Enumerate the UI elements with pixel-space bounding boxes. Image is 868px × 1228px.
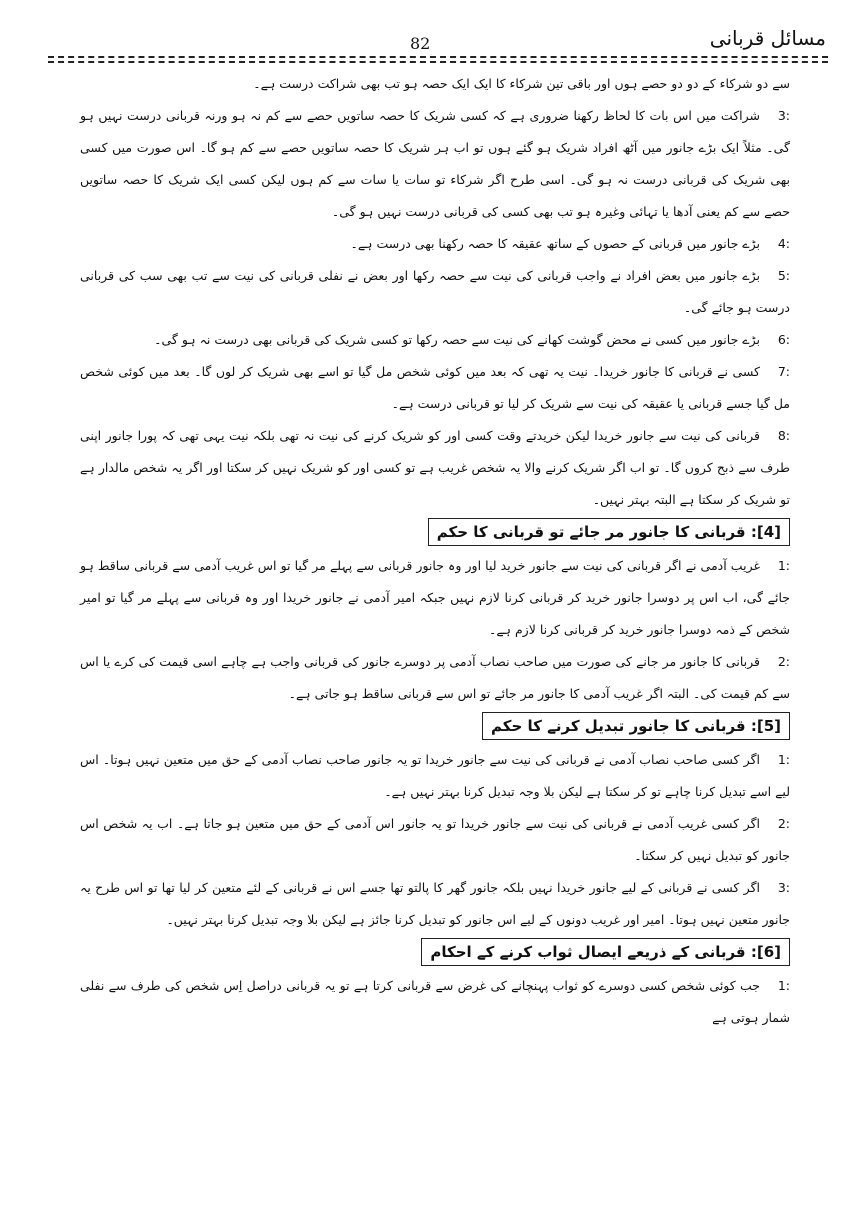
section-title: : قربانی کے ذریعے ایصال ثواب کرنے کے احکام — [430, 943, 757, 961]
paragraph-text: شراکت میں اس بات کا لحاظ رکھنا ضروری ہے کہ کسی شریک کا حصہ ساتویں حصے سے کم نہ ہو ورنہ قربانی درست نہیں ہو گی۔ مثلاً ایک بڑے جانور میں آٹھ افراد شریک ہو گئے ہوں تو اب ہر شریک کا حصہ ساتویں حصے سے کم ہو گا۔ اس صورت میں کسی بھی شریک کی قربانی درست نہ ہو گی۔ اسی طرح اگر شرکاء تو سات یا سات سے کم ہوں لیکن کسی ایک شریک کا حصہ ساتویں حصے سے کم یعنی آدھا یا تہائی وغیرہ ہو تب بھی کسی کی قربانی درست نہیں ہو گی۔ — [80, 108, 790, 219]
item-number: 6: — [777, 332, 790, 347]
paragraph-text: قربانی کی نیت سے جانور خریدا لیکن خریدتے وقت کسی اور کو شریک کرنے کی نیت نہ تھی بلکہ نیت یہی تھی کہ پورا جانور اپنی طرف سے ذبح کروں گا۔ تو اب اگر شریک کرنے والا یہ شخص غریب ہے تو کسی اور کو شریک نہیں کر سکتا اور اگر یہ شخص مالدار ہے تو شریک کر سکتا ہے البتہ بہتر نہیں۔ — [80, 428, 790, 507]
header-divider-lower — [48, 61, 828, 63]
paragraph-text: اگر کسی غریب آدمی نے قربانی کی نیت سے جانور خریدا تو یہ جانور اس آدمی کے حق میں متعین ہو جاتا ہے۔ اب یہ شخص اس جانور کو تبدیل نہیں کر سکتا۔ — [80, 816, 790, 863]
section-number: [5] — [756, 717, 781, 735]
item-number: 2: — [777, 816, 790, 831]
paragraph — [80, 646, 790, 710]
section-heading — [80, 936, 790, 970]
item-number: 4: — [777, 236, 790, 251]
item-number: 1: — [777, 752, 790, 767]
header-divider — [48, 56, 828, 58]
item-number: 7: — [777, 364, 790, 379]
section-heading — [80, 710, 790, 744]
page-body — [80, 68, 790, 1034]
item-number: 3: — [777, 108, 790, 123]
paragraph — [80, 100, 790, 228]
item-number: 1: — [777, 558, 790, 573]
paragraph-text: بڑے جانور میں بعض افراد نے واجب قربانی کی نیت سے حصہ رکھا اور بعض نے نفلی قربانی کی نیت سے تب بھی سب کی قربانی درست ہو جائے گی۔ — [80, 268, 790, 315]
paragraph-text: غریب آدمی نے اگر قربانی کی نیت سے جانور خرید لیا اور وہ جانور قربانی سے پہلے مر گیا تو اس غریب آدمی سے قربانی ساقط ہو جائے گی، اب اس پر دوسرا جانور خرید کر قربانی کرنا لازم نہیں جبکہ امیر آدمی نے جانور خریدا اور وہ قربانی سے پہلے مر گیا تو امیر شخص کے ذمہ دوسرا جانور خرید کر قربانی کرنا لازم ہے۔ — [80, 558, 790, 637]
paragraph — [80, 228, 790, 260]
item-number: 8: — [777, 428, 790, 443]
paragraph-text: کسی نے قربانی کا جانور خریدا۔ نیت یہ تھی کہ بعد میں کوئی شخص مل گیا تو اسے بھی شریک کر لوں گا۔ بعد میں کوئی شخص مل گیا جسے قربانی یا عقیقہ کی نیت سے شریک کر لیا تو قربانی درست ہے۔ — [80, 364, 790, 411]
paragraph — [80, 420, 790, 516]
paragraph — [80, 356, 790, 420]
section-title: : قربانی کا جانور تبدیل کرنے کا حکم — [491, 717, 757, 735]
paragraph — [80, 808, 790, 872]
paragraph — [80, 970, 790, 1034]
running-title: مسائل قربانی — [709, 26, 826, 50]
page-number: 82 — [410, 34, 431, 53]
paragraph — [80, 324, 790, 356]
paragraph — [80, 550, 790, 646]
section-number: [6] — [756, 943, 781, 961]
paragraph-text: جب کوئی شخص کسی دوسرے کو ثواب پہنچانے کی غرض سے قربانی کرتا ہے تو یہ قربانی دراصل اِس شخص کی طرف سے نفلی شمار ہوتی ہے — [80, 978, 790, 1025]
paragraph — [80, 872, 790, 936]
section-title: : قربانی کا جانور مر جائے تو قربانی کا حکم — [436, 523, 757, 541]
paragraph — [80, 260, 790, 324]
item-number: 1: — [777, 978, 790, 993]
section-heading — [80, 516, 790, 550]
paragraph-text: اگر کسی نے قربانی کے لیے جانور خریدا نہیں بلکہ جانور گھر کا پالتو تھا جسے اس نے قربانی کے لئے متعین کر لیا تھا تو اس طرح یہ جانور متعین نہیں ہوتا۔ امیر اور غریب دونوں کے لیے اس جانور کو تبدیل کرنا جائز ہے لیکن بلا وجہ تبدیل کرنا بہتر نہیں۔ — [80, 880, 790, 927]
paragraph: سے دو شرکاء کے دو دو حصے ہوں اور باقی تین شرکاء کا ایک ایک حصہ ہو تب بھی شراکت درست ہے۔ — [253, 76, 790, 91]
paragraph-text: بڑے جانور میں قربانی کے حصوں کے ساتھ عقیقہ کا حصہ رکھنا بھی درست ہے۔ — [350, 236, 760, 251]
item-number: 5: — [777, 268, 790, 283]
paragraph-text: قربانی کا جانور مر جانے کی صورت میں صاحب نصاب آدمی پر دوسرے جانور کی قربانی واجب ہے چاہے اسی قیمت کی کرے یا اس سے کم قیمت کی۔ البتہ اگر غریب آدمی کا جانور مر جائے تو اس سے قربانی ساقط ہو جاتی ہے۔ — [80, 654, 790, 701]
section-number: [4] — [756, 523, 781, 541]
paragraph-text: اگر کسی صاحب نصاب آدمی نے قربانی کی نیت سے جانور خریدا تو یہ جانور صاحب نصاب آدمی کے حق میں متعین نہیں ہوتا۔ اس لیے اسے تبدیل کرنا چاہے تو کر سکتا ہے لیکن بلا وجہ تبدیل کرنا بہتر نہیں ہے۔ — [80, 752, 790, 799]
paragraph — [80, 744, 790, 808]
paragraph-text: بڑے جانور میں کسی نے محض گوشت کھانے کی نیت سے حصہ رکھا تو کسی شریک کی قربانی بھی درست نہ ہو گی۔ — [154, 332, 760, 347]
item-number: 2: — [777, 654, 790, 669]
item-number: 3: — [777, 880, 790, 895]
